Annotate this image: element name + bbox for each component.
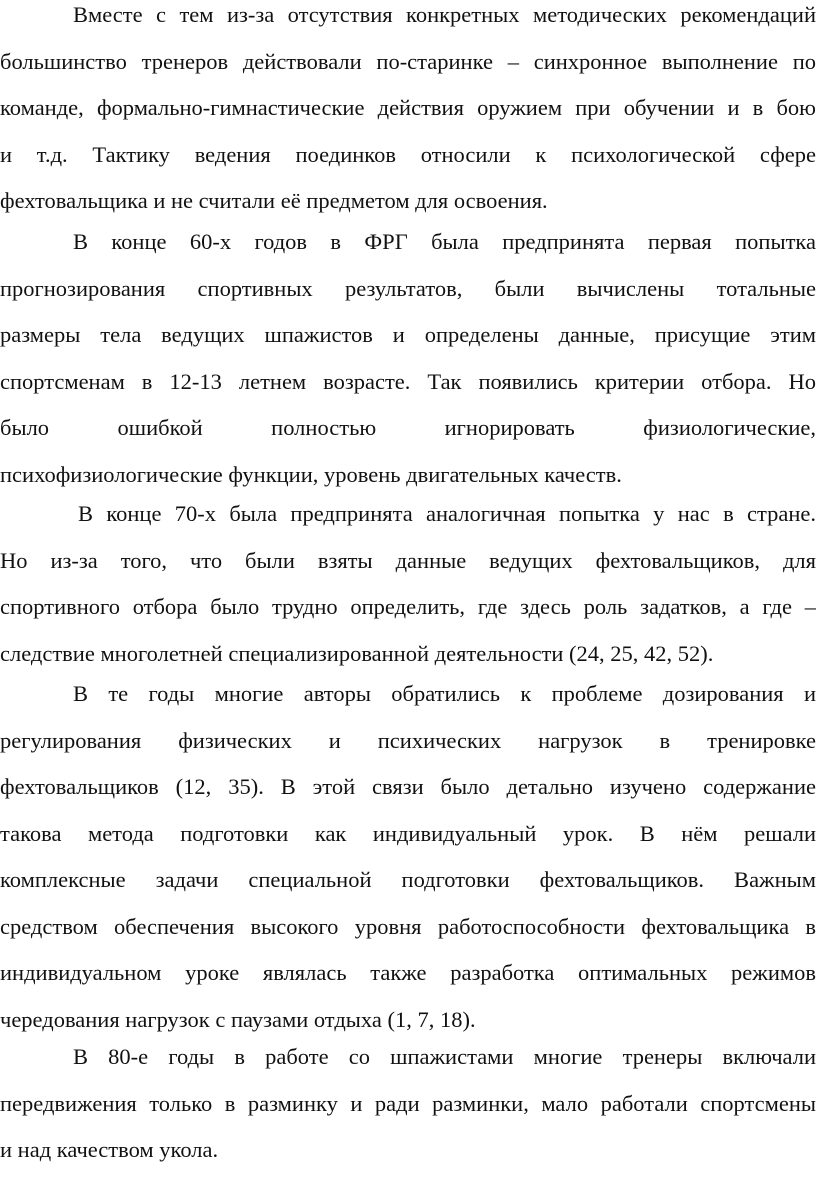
- text-line: и т.д. Тактику ведения поединков относили к психологической сфере: [0, 141, 816, 167]
- text-line: Но из-за того, что были взяты данные ведущих фехтовальщиков, для: [0, 547, 816, 573]
- text-line: В те годы многие авторы обратились к проблеме дозирования и: [73, 681, 816, 706]
- text-line: фехтовальщиков (12, 35). В этой связи было детально изучено содержание: [0, 774, 816, 799]
- text-line: В конце 70-х была предпринята аналогичная попытка у нас в стране.: [78, 501, 816, 526]
- text-line: В 80-е годы в работе со шпажистами многие тренеры включали: [73, 1044, 816, 1069]
- text-line: команде, формально-гимнастические действия оружием при обучении и в бою: [0, 95, 816, 120]
- paragraph-5: [0, 1034, 816, 1174]
- text-line: фехтовальщика и не считали её предметом для освоения.: [0, 188, 548, 213]
- text-line: передвижения только в разминку и ради разминки, мало работали спортсмены: [0, 1090, 816, 1116]
- paragraph-1: [0, 0, 816, 225]
- text-line: прогнозирования спортивных результатов, были вычислены тотальные: [0, 275, 816, 301]
- text-line: Вместе с тем из-за отсутствия конкретных методических рекомендаций: [73, 2, 816, 27]
- text-line: индивидуальном уроке являлась также разработка оптимальных режимов: [0, 960, 816, 985]
- text-line: В конце 60-х годов в ФРГ была предпринята первая попытка: [73, 229, 816, 254]
- text-line: было ошибкой полностью игнорировать физиологические,: [0, 415, 816, 440]
- text-line: большинство тренеров действовали по-старинке – синхронное выполнение по: [0, 48, 816, 74]
- paragraph-2: [0, 219, 816, 498]
- text-line: психофизиологические функции, уровень двигательных качеств.: [0, 461, 622, 487]
- text-line: регулирования физических и психических нагрузок в тренировке: [0, 727, 816, 753]
- text-line: размеры тела ведущих шпажистов и определены данные, присущие этим: [0, 322, 816, 347]
- text-line: спортивного отбора было трудно определить, где здесь роль задатков, а где –: [0, 594, 816, 619]
- text-line: комплексные задачи специальной подготовки фехтовальщиков. Важным: [0, 867, 816, 892]
- paragraph-3: [0, 491, 816, 677]
- text-line: спортсменам в 12-13 летнем возрасте. Так появились критерии отбора. Но: [0, 368, 816, 394]
- text-line: следствие многолетней специализированной деятельности (24, 25, 42, 52).: [0, 640, 714, 666]
- text-line: чередования нагрузок с паузами отдыха (1, 7, 18).: [0, 1006, 476, 1032]
- text-line: и над качеством укола.: [0, 1137, 219, 1162]
- text-line: средством обеспечения высокого уровня работоспособности фехтовальщика в: [0, 913, 816, 939]
- paragraph-4: [0, 671, 816, 1043]
- text-line: такова метода подготовки как индивидуальный урок. В нём решали: [0, 820, 816, 846]
